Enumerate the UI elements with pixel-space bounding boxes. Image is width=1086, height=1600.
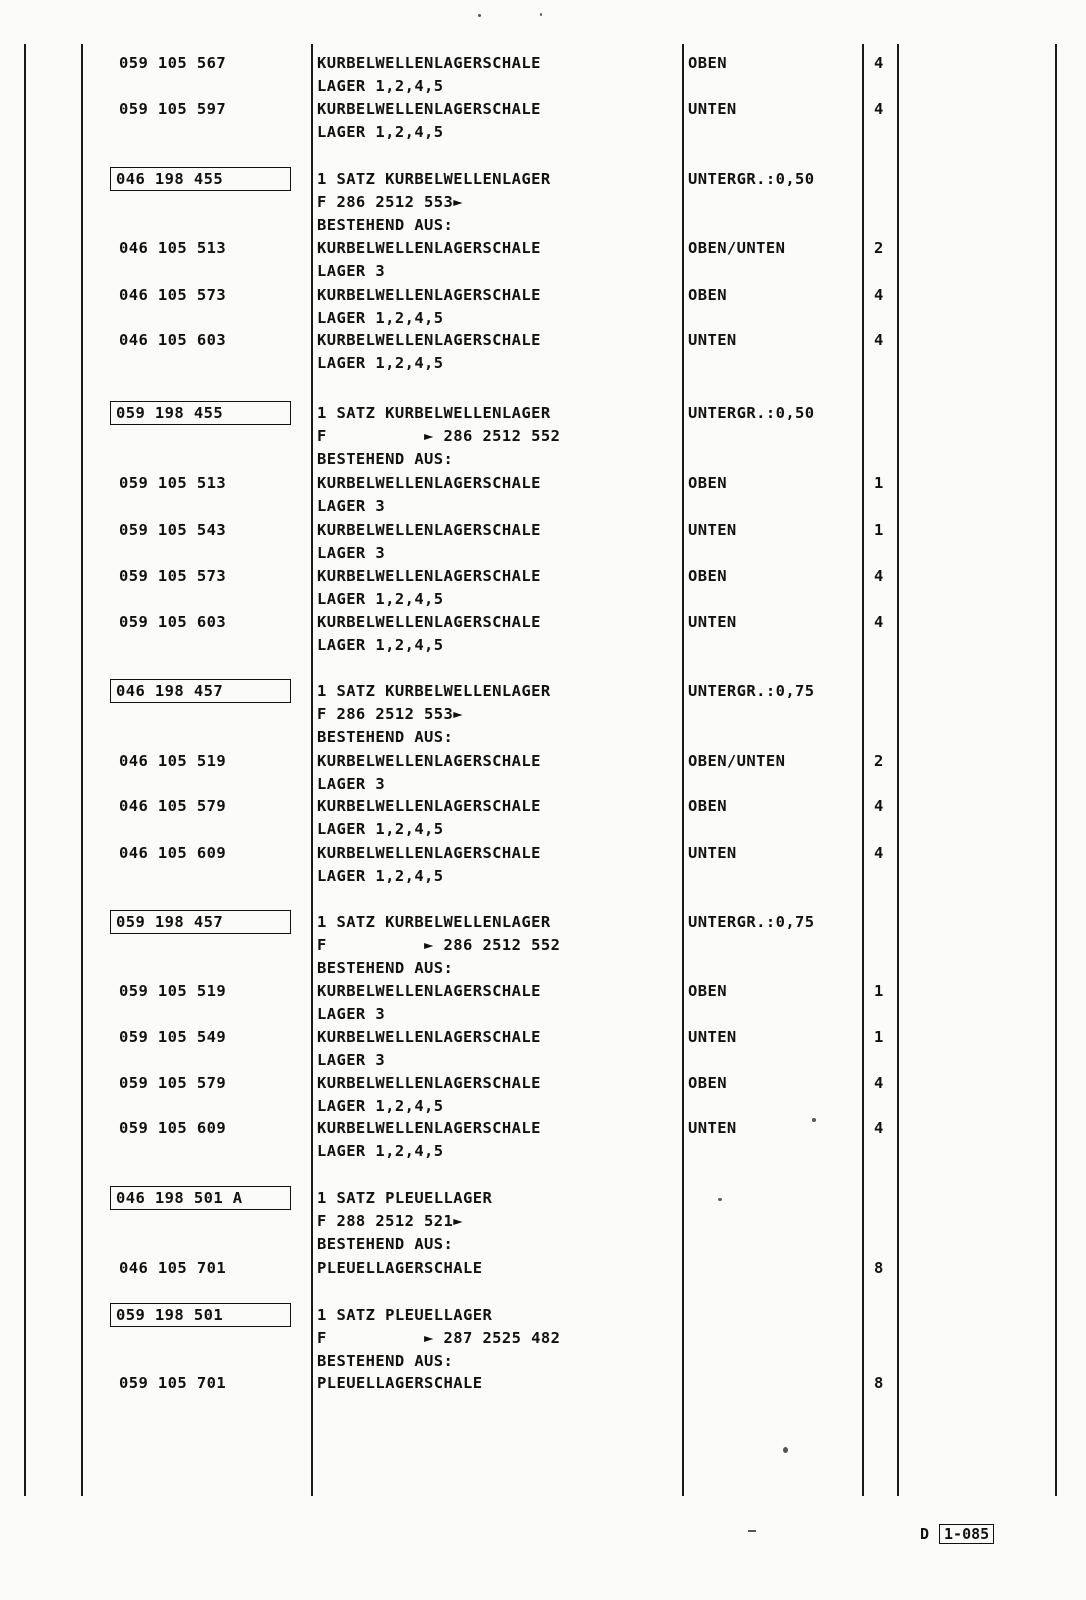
quantity: 4 — [874, 844, 884, 862]
description-line: LAGER 1,2,4,5 — [317, 123, 444, 141]
part-number: 059 105 597 — [119, 100, 227, 118]
part-number: 046 105 519 — [119, 752, 227, 770]
description-line: BESTEHEND AUS: — [317, 1235, 454, 1253]
description-line: BESTEHEND AUS: — [317, 216, 454, 234]
quantity: 2 — [874, 239, 884, 257]
description-line: LAGER 1,2,4,5 — [317, 309, 444, 327]
quantity: 4 — [874, 100, 884, 118]
scan-speck — [718, 1198, 722, 1201]
specification: OBEN — [688, 567, 727, 585]
description-line: KURBELWELLENLAGERSCHALE — [317, 1028, 541, 1046]
quantity: 4 — [874, 797, 884, 815]
quantity: 4 — [874, 331, 884, 349]
description-line: KURBELWELLENLAGERSCHALE — [317, 100, 541, 118]
part-number: 059 105 513 — [119, 474, 227, 492]
description-line: F ► 286 2512 552 — [317, 427, 561, 445]
specification: UNTERGR.:0,75 — [688, 913, 815, 931]
description-line: BESTEHEND AUS: — [317, 1352, 454, 1370]
part-number: 059 105 519 — [119, 982, 227, 1000]
page-number: 1-085 — [939, 1524, 994, 1544]
description-line: LAGER 1,2,4,5 — [317, 820, 444, 838]
scan-speck — [478, 14, 481, 17]
description-line: LAGER 3 — [317, 775, 386, 793]
description-line: KURBELWELLENLAGERSCHALE — [317, 797, 541, 815]
description-line: PLEUELLAGERSCHALE — [317, 1259, 483, 1277]
part-number: 046 105 579 — [119, 797, 227, 815]
part-number-boxed: 046 198 457 — [110, 679, 291, 703]
scan-speck — [540, 13, 542, 16]
quantity: 4 — [874, 1074, 884, 1092]
specification: OBEN — [688, 474, 727, 492]
quantity: 8 — [874, 1374, 884, 1392]
description-line: F 286 2512 553► — [317, 705, 463, 723]
description-line: KURBELWELLENLAGERSCHALE — [317, 1074, 541, 1092]
quantity: 4 — [874, 567, 884, 585]
specification: UNTEN — [688, 521, 737, 539]
description-line: BESTEHEND AUS: — [317, 450, 454, 468]
description-line: 1 SATZ KURBELWELLENLAGER — [317, 682, 551, 700]
specification: OBEN — [688, 286, 727, 304]
description-line: LAGER 1,2,4,5 — [317, 354, 444, 372]
description-line: LAGER 1,2,4,5 — [317, 867, 444, 885]
scan-speck — [783, 1447, 788, 1453]
part-number-boxed: 046 198 455 — [110, 167, 291, 191]
description-line: BESTEHEND AUS: — [317, 728, 454, 746]
description-line: 1 SATZ PLEUELLAGER — [317, 1306, 493, 1324]
part-number: 059 105 543 — [119, 521, 227, 539]
specification: OBEN — [688, 1074, 727, 1092]
specification: UNTEN — [688, 100, 737, 118]
description-line: LAGER 3 — [317, 544, 386, 562]
description-line: LAGER 3 — [317, 262, 386, 280]
specification: UNTEN — [688, 1119, 737, 1137]
description-line: 1 SATZ KURBELWELLENLAGER — [317, 913, 551, 931]
description-line: KURBELWELLENLAGERSCHALE — [317, 844, 541, 862]
description-line: LAGER 3 — [317, 1005, 386, 1023]
column-rule — [311, 44, 313, 1496]
quantity: 1 — [874, 521, 884, 539]
part-number: 046 105 513 — [119, 239, 227, 257]
part-number: 059 105 579 — [119, 1074, 227, 1092]
column-rule — [682, 44, 684, 1496]
footer-letter: D — [920, 1525, 930, 1543]
specification: OBEN/UNTEN — [688, 752, 786, 770]
specification: UNTEN — [688, 1028, 737, 1046]
part-number-boxed: 059 198 501 — [110, 1303, 291, 1327]
specification: UNTERGR.:0,75 — [688, 682, 815, 700]
description-line: LAGER 1,2,4,5 — [317, 636, 444, 654]
specification: OBEN/UNTEN — [688, 239, 786, 257]
page-footer — [920, 1525, 994, 1543]
specification: UNTEN — [688, 844, 737, 862]
column-rule — [24, 44, 26, 1496]
description-line: F 286 2512 553► — [317, 193, 463, 211]
part-number: 059 105 609 — [119, 1119, 227, 1137]
part-number: 059 105 603 — [119, 613, 227, 631]
description-line: F 288 2512 521► — [317, 1212, 463, 1230]
quantity: 1 — [874, 474, 884, 492]
quantity: 8 — [874, 1259, 884, 1277]
part-number: 046 105 609 — [119, 844, 227, 862]
description-line: KURBELWELLENLAGERSCHALE — [317, 521, 541, 539]
description-line: LAGER 1,2,4,5 — [317, 590, 444, 608]
part-number: 046 105 701 — [119, 1259, 227, 1277]
description-line: LAGER 1,2,4,5 — [317, 1097, 444, 1115]
specification: OBEN — [688, 797, 727, 815]
part-number-boxed: 059 198 457 — [110, 910, 291, 934]
description-line: LAGER 3 — [317, 1051, 386, 1069]
description-line: LAGER 3 — [317, 497, 386, 515]
description-line: KURBELWELLENLAGERSCHALE — [317, 752, 541, 770]
part-number: 059 105 701 — [119, 1374, 227, 1392]
column-rule — [81, 44, 83, 1496]
part-number-boxed: 059 198 455 — [110, 401, 291, 425]
quantity: 1 — [874, 1028, 884, 1046]
description-line: KURBELWELLENLAGERSCHALE — [317, 286, 541, 304]
quantity: 4 — [874, 1119, 884, 1137]
specification: UNTERGR.:0,50 — [688, 170, 815, 188]
part-number-boxed: 046 198 501 A — [110, 1186, 291, 1210]
description-line: 1 SATZ PLEUELLAGER — [317, 1189, 493, 1207]
specification: UNTEN — [688, 613, 737, 631]
column-rule — [1055, 44, 1057, 1496]
specification: OBEN — [688, 54, 727, 72]
quantity: 2 — [874, 752, 884, 770]
part-number: 059 105 573 — [119, 567, 227, 585]
description-line: KURBELWELLENLAGERSCHALE — [317, 1119, 541, 1137]
scan-speck — [812, 1118, 816, 1122]
description-line: PLEUELLAGERSCHALE — [317, 1374, 483, 1392]
column-rule — [862, 44, 864, 1496]
description-line: KURBELWELLENLAGERSCHALE — [317, 474, 541, 492]
description-line: LAGER 1,2,4,5 — [317, 77, 444, 95]
description-line: KURBELWELLENLAGERSCHALE — [317, 331, 541, 349]
description-line: F ► 286 2512 552 — [317, 936, 561, 954]
description-line: F ► 287 2525 482 — [317, 1329, 561, 1347]
description-line: KURBELWELLENLAGERSCHALE — [317, 982, 541, 1000]
quantity: 1 — [874, 982, 884, 1000]
quantity: 4 — [874, 613, 884, 631]
description-line: KURBELWELLENLAGERSCHALE — [317, 239, 541, 257]
quantity: 4 — [874, 54, 884, 72]
column-rule — [897, 44, 899, 1496]
description-line: KURBELWELLENLAGERSCHALE — [317, 54, 541, 72]
description-line: LAGER 1,2,4,5 — [317, 1142, 444, 1160]
part-number: 046 105 573 — [119, 286, 227, 304]
scan-speck — [748, 1530, 756, 1532]
description-line: KURBELWELLENLAGERSCHALE — [317, 567, 541, 585]
specification: OBEN — [688, 982, 727, 1000]
description-line: BESTEHEND AUS: — [317, 959, 454, 977]
specification: UNTEN — [688, 331, 737, 349]
part-number: 059 105 549 — [119, 1028, 227, 1046]
description-line: KURBELWELLENLAGERSCHALE — [317, 613, 541, 631]
part-number: 059 105 567 — [119, 54, 227, 72]
description-line: 1 SATZ KURBELWELLENLAGER — [317, 170, 551, 188]
part-number: 046 105 603 — [119, 331, 227, 349]
quantity: 4 — [874, 286, 884, 304]
specification: UNTERGR.:0,50 — [688, 404, 815, 422]
description-line: 1 SATZ KURBELWELLENLAGER — [317, 404, 551, 422]
